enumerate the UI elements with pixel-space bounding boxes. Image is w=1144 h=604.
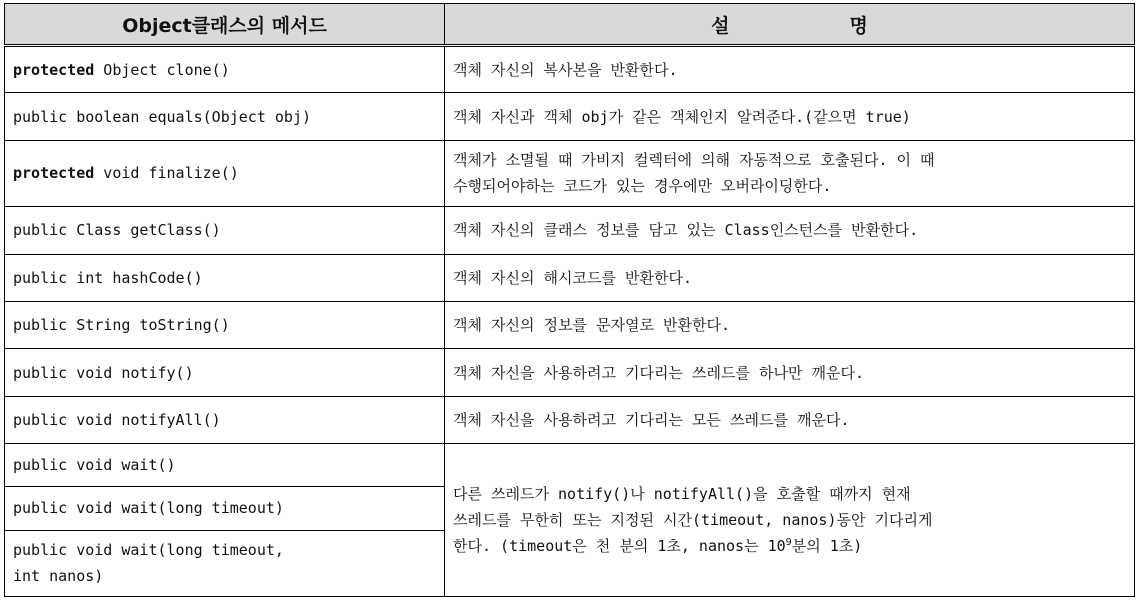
description-cell: 객체 자신의 해시코드를 반환한다. [445,254,1135,301]
description-line: 수행되어야하는 코드가 있는 경우에만 오버라이딩한다. [453,177,832,196]
header-method: Object클래스의 메서드 [5,4,445,46]
wait-description-cell [445,444,1135,597]
exponent: 9 [785,537,792,549]
header-description-part1: 설 [711,14,730,37]
method-cell [5,140,445,206]
method-cell: public void wait(long timeout) [5,487,445,530]
table-row [5,46,1135,93]
table-row [5,349,1135,396]
table-row [5,254,1135,301]
method-line: int nanos) [13,567,104,586]
method-signature: Object clone() [94,60,230,79]
description-line: 다른 쓰레드가 notify()나 notifyAll()을 호출할 때까지 현재 [453,485,911,504]
method-cell: public Class getClass() [5,207,445,254]
table-header-row [5,4,1135,46]
method-cell: public void notify() [5,349,445,396]
method-modifier: protected [13,164,95,183]
header-description [445,4,1135,46]
table-row [5,207,1135,254]
description-text: 분의 1초) [791,537,863,556]
method-cell [5,530,445,596]
method-line: public void wait(long timeout, [13,541,284,560]
description-cell: 객체 자신의 복사본을 반환한다. [445,46,1135,93]
table-row [5,93,1135,140]
method-cell [5,46,445,93]
description-cell: 객체 자신을 사용하려고 기다리는 쓰레드를 하나만 깨운다. [445,349,1135,396]
description-cell: 객체 자신의 클래스 정보를 담고 있는 Class인스턴스를 반환한다. [445,207,1135,254]
method-modifier: protected [13,60,95,79]
method-cell: public void wait() [5,444,445,487]
method-cell: public boolean equals(Object obj) [5,93,445,140]
table-row [5,444,1135,487]
table-row [5,140,1135,206]
object-methods-table [4,3,1135,597]
description-cell: 객체 자신과 객체 obj가 같은 객체인지 알려준다.(같으면 true) [445,93,1135,140]
description-cell: 객체 자신을 사용하려고 기다리는 모든 쓰레드를 깨운다. [445,396,1135,443]
description-text: 한다. (timeout은 천 분의 1초, nanos는 10 [453,537,786,556]
description-line: 쓰레드를 무한히 또는 지정된 시간(timeout, nanos)동안 기다리게 [453,511,933,530]
method-cell: public int hashCode() [5,254,445,301]
table-row [5,396,1135,443]
table-row [5,301,1135,348]
description-line [453,533,1126,559]
method-cell: public String toString() [5,301,445,348]
header-description-part2: 명 [849,14,868,37]
description-line: 객체가 소멸될 때 가비지 컬렉터에 의해 자동적으로 호출된다. 이 때 [453,151,935,170]
method-cell: public void notifyAll() [5,396,445,443]
description-cell: 객체 자신의 정보를 문자열로 반환한다. [445,301,1135,348]
description-cell [445,140,1135,206]
method-signature: void finalize() [94,164,239,183]
